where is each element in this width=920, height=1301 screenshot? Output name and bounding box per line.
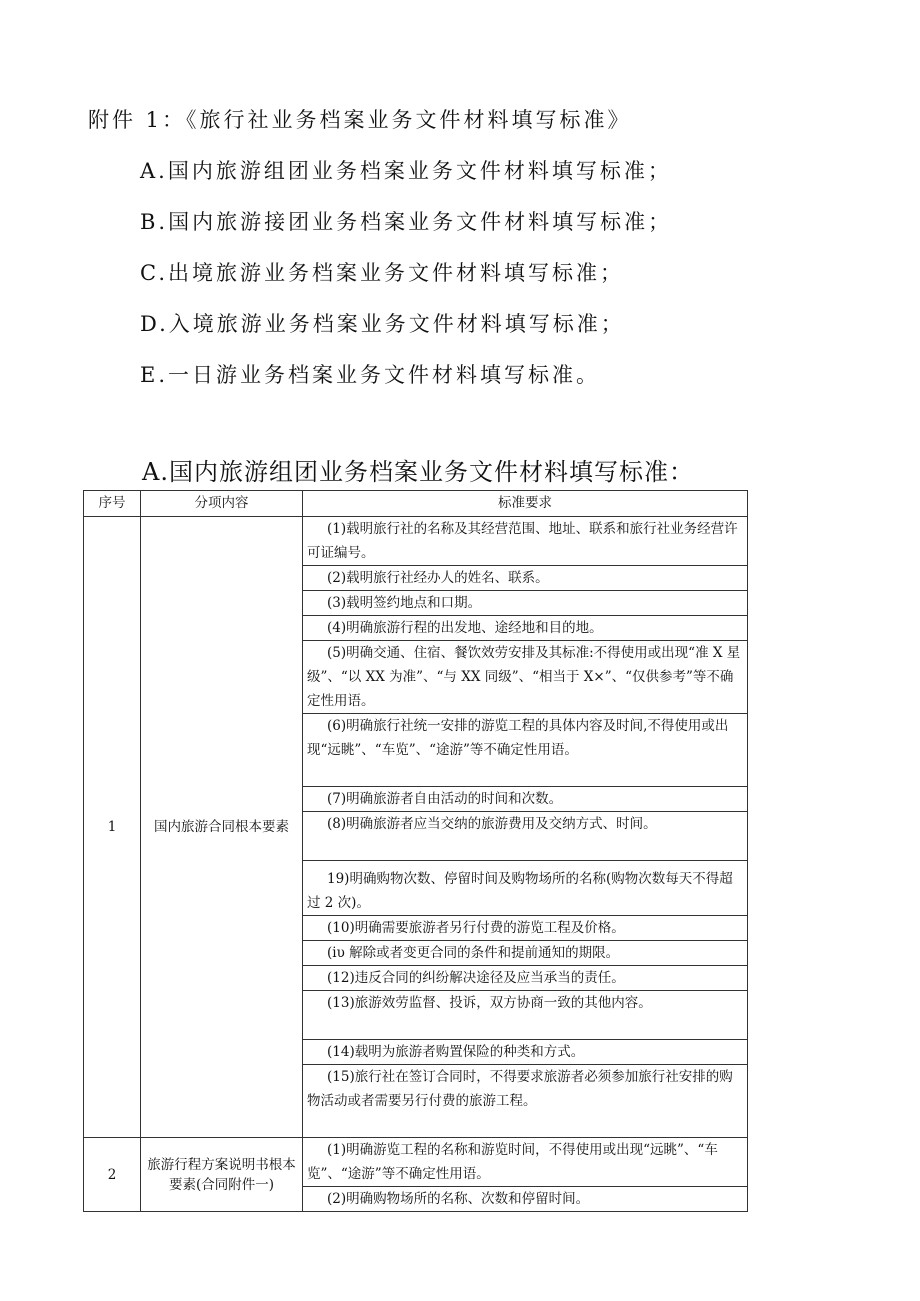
- requirement-cell: 19)明确购物次数、停留时间及购物场所的名称(购物次数每天不得超过 2 次)。: [303, 861, 748, 916]
- requirement-cell: (6)明确旅行社统一安排的游览工程的具体内容及时间,不得使用或出现“远眺”、“车览”、“途游”等不确定性用语。: [303, 714, 748, 787]
- table-row: [84, 517, 748, 566]
- requirement-cell: (1)明确游览工程的名称和游览时间，不得使用或出现“远眺”、“车览”、“途游”等不确定性用语。: [303, 1138, 748, 1187]
- requirement-cell: (3)载明签约地点和口期。: [303, 591, 748, 616]
- header-requirement: 标准要求: [303, 491, 748, 517]
- requirement-cell: (1)载明旅行社的名称及其经营范围、地址、联系和旅行社业务经营许可证编号。: [303, 517, 748, 566]
- requirement-cell: (2)载明旅行社经办人的姓名、联系。: [303, 566, 748, 591]
- attachment-title: 附件 1：《旅行社业务档案业务文件材料填写标准》: [88, 108, 632, 132]
- intro-item-b: B.国内旅游接团业务档案业务文件材料填写标准；: [140, 210, 673, 234]
- requirement-cell: (8)明确旅游者应当交纳的旅游费用及交纳方式、时间。: [303, 812, 748, 861]
- header-seq: 序号: [84, 491, 141, 517]
- table-row: [84, 1138, 748, 1187]
- section-heading: A.国内旅游组团业务档案业务文件材料填写标准：: [142, 458, 694, 486]
- requirement-cell: (14)载明为旅游者购置保险的种类和方式。: [303, 1040, 748, 1065]
- intro-item-c: C.出境旅游业务档案业务文件材料填写标准；: [140, 261, 624, 285]
- requirement-cell: (5)明确交通、住宿、餐饮效劳安排及其标准:不得使用或出现“准 X 星级”、“以 XX 为准”、“与 XX 同级”、“相当于 X×”、“仅供参考”等不确定性用语。: [303, 641, 748, 714]
- group-seq: 1: [84, 517, 141, 1138]
- header-topic: 分项内容: [141, 491, 303, 517]
- requirement-cell: (4)明确旅游行程的出发地、途经地和目的地。: [303, 616, 748, 641]
- group-seq: 2: [84, 1138, 141, 1212]
- intro-item-e: E.一日游业务档案业务文件材料填写标准。: [140, 363, 601, 387]
- requirement-cell: (10)明确需要旅游者另行付费的游览工程及价格。: [303, 916, 748, 941]
- requirement-cell: (15)旅行社在签订合同时，不得要求旅游者必须参加旅行社安排的购物活动或者需要另行付费的旅游工程。: [303, 1065, 748, 1138]
- group-topic: 国内旅游合同根本要素: [141, 517, 303, 1138]
- requirement-cell: (7)明确旅游者自由活动的时间和次数。: [303, 787, 748, 812]
- intro-item-d: D.入境旅游业务档案业务文件材料填写标准；: [140, 312, 625, 336]
- requirement-cell: (2)明确购物场所的名称、次数和停留时间。: [303, 1187, 748, 1212]
- requirement-cell: (iυ 解除或者变更合同的条件和提前通知的期限。: [303, 941, 748, 966]
- requirement-cell: (12)违反合同的纠纷解决途径及应当承当的责任。: [303, 966, 748, 991]
- requirement-cell: (13)旅游效劳监督、投诉，双方协商一致的其他内容。: [303, 991, 748, 1040]
- standards-table: [83, 490, 748, 1212]
- intro-item-a: A.国内旅游组团业务档案业务文件材料填写标准；: [140, 159, 672, 183]
- table-header-row: [84, 491, 748, 517]
- group-topic: 旅游行程方案说明书根本要素(合同附件一): [141, 1138, 303, 1212]
